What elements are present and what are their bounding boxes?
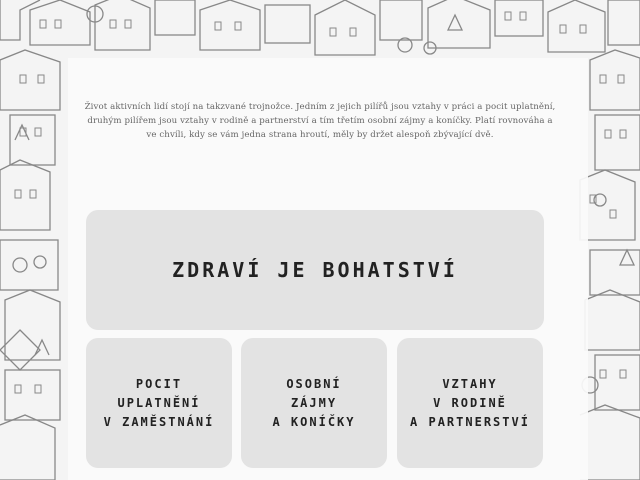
- card-line: POCIT: [135, 376, 183, 391]
- card-line: OSOBNÍ: [286, 376, 342, 391]
- intro-paragraph: Život aktivních lidí stojí na takzvané trojnožce. Jedním z jejich pilířů jsou vztahy v práci a pocit uplatnění, druhým pilířem jsou vztahy v rodině a partnerství a tím třetím osobní zájmy a koníčky. Platí rovnováha a ve chvíli, kdy se vám jedna strana hroutí, měly by držet alespoň zbývající dvě.: [84, 102, 556, 140]
- main-card-health[interactable]: [86, 210, 544, 330]
- card-line: UPLATNĚNÍ: [117, 395, 201, 410]
- card-line: A KONÍČKY: [272, 414, 356, 429]
- card-line: V ZAMĚSTNÁNÍ: [103, 414, 215, 429]
- card-line: VZTAHY: [442, 376, 498, 391]
- main-card-label: ZDRAVÍ JE BOHATSTVÍ: [172, 258, 458, 282]
- card-hobbies[interactable]: [241, 338, 387, 468]
- card-work-fulfillment[interactable]: [86, 338, 232, 468]
- card-line: V RODINĚ: [433, 395, 507, 410]
- card-line: A PARTNERSTVÍ: [410, 414, 530, 429]
- card-line: ZÁJMY: [290, 395, 338, 410]
- card-family-relationships[interactable]: [397, 338, 543, 468]
